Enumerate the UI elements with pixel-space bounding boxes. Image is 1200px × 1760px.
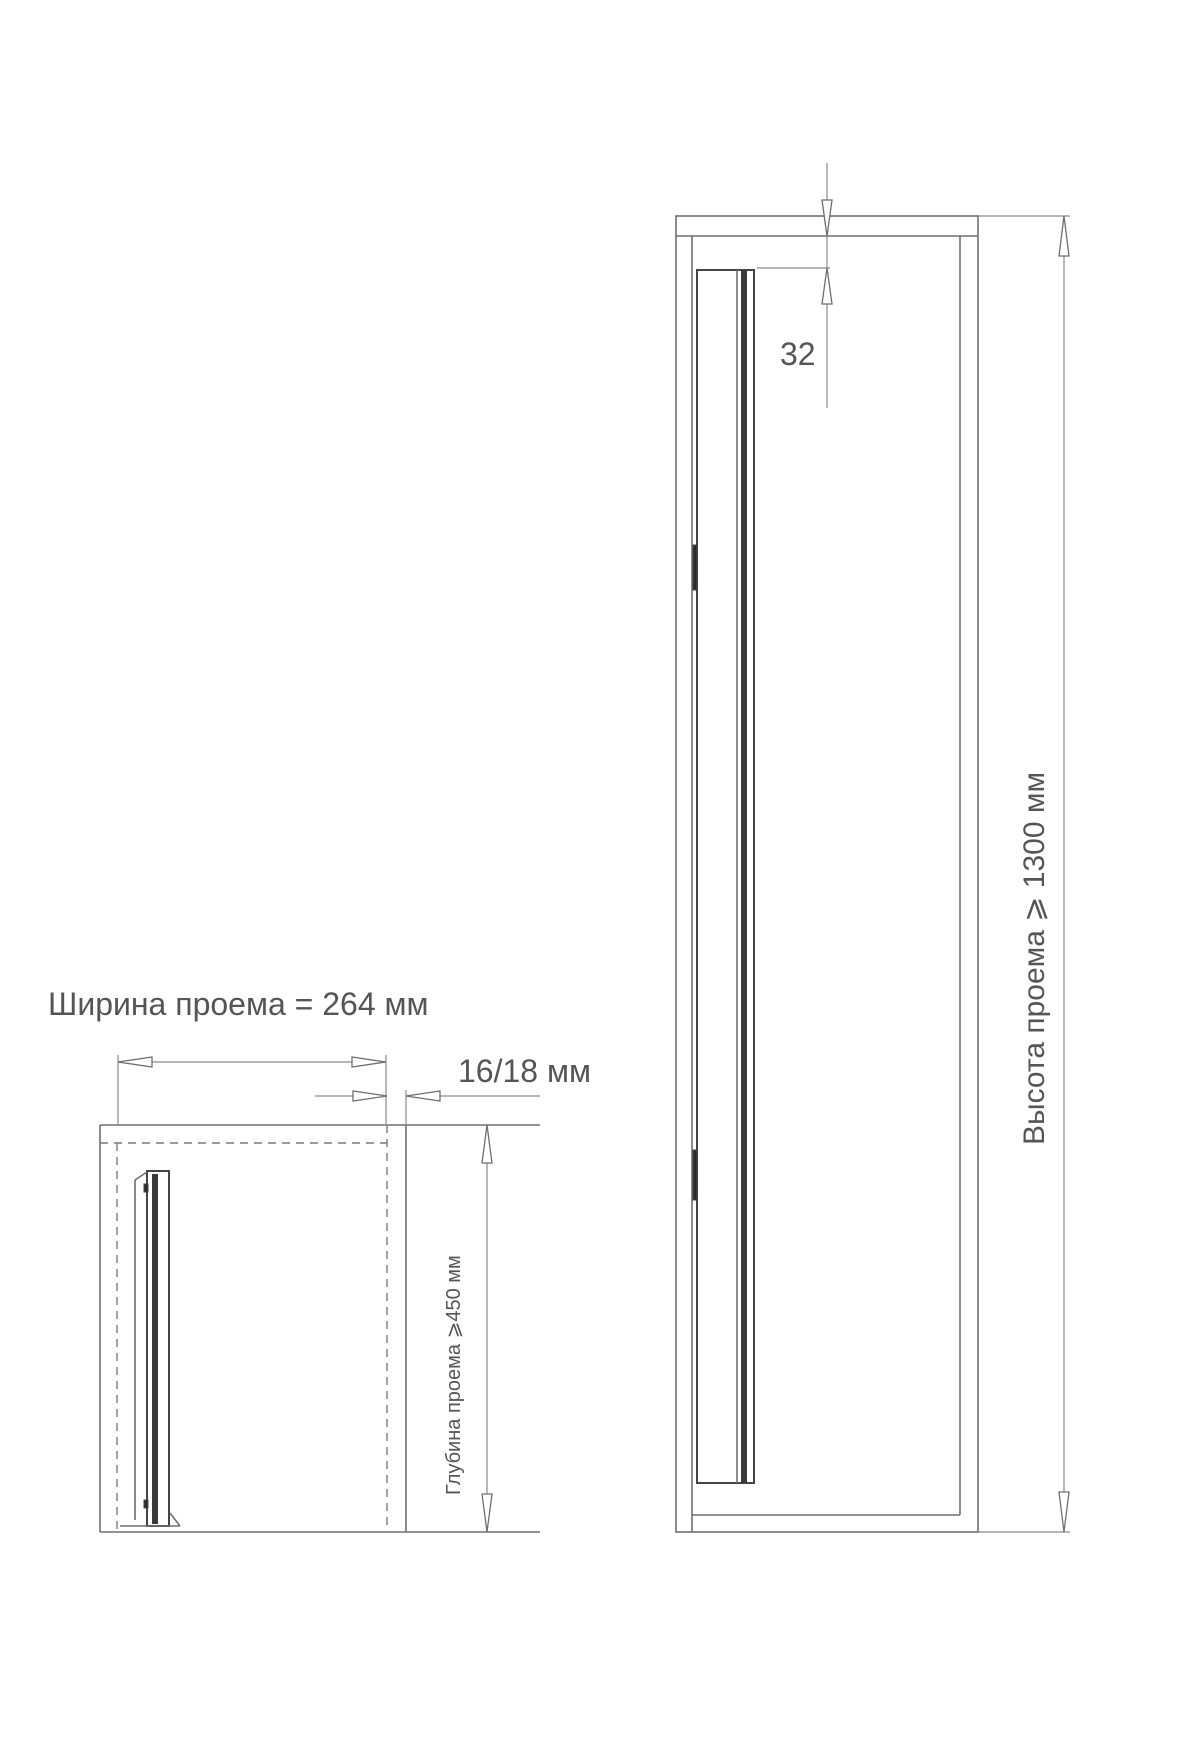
drawer-front-edge [152,1174,158,1524]
opening-width-label: Ширина проема = 264 мм [48,986,429,1022]
plan-view [48,986,591,1532]
width-arrow-right [352,1057,386,1067]
opening-depth-label: Глубина проема ⩾450 мм [443,1255,465,1495]
elevation-view [676,163,1070,1532]
depth-arrow-bottom [482,1494,492,1532]
drawer-clip-bottom [144,1500,148,1508]
offset-arrow-up [822,268,832,304]
thickness-arrow-left [353,1091,387,1101]
width-arrow-left [118,1057,152,1067]
drawer-foot [170,1513,180,1526]
drawer-rail-top [135,1172,147,1180]
pullout-front-edge [741,270,747,1483]
thickness-arrow-right [406,1091,440,1101]
opening-height-label: Высота проема ⩾ 1300 мм [1018,771,1051,1145]
hinge-top [693,545,697,590]
offset-top-label: 32 [780,336,816,372]
offset-arrow-down [822,200,832,236]
depth-arrow-top [482,1125,492,1163]
drawer-clip-top [144,1184,148,1192]
panel-thickness-label: 16/18 мм [458,1053,591,1089]
hinge-bottom [693,1150,697,1200]
height-arrow-bottom [1059,1492,1069,1532]
height-arrow-top [1059,216,1069,256]
